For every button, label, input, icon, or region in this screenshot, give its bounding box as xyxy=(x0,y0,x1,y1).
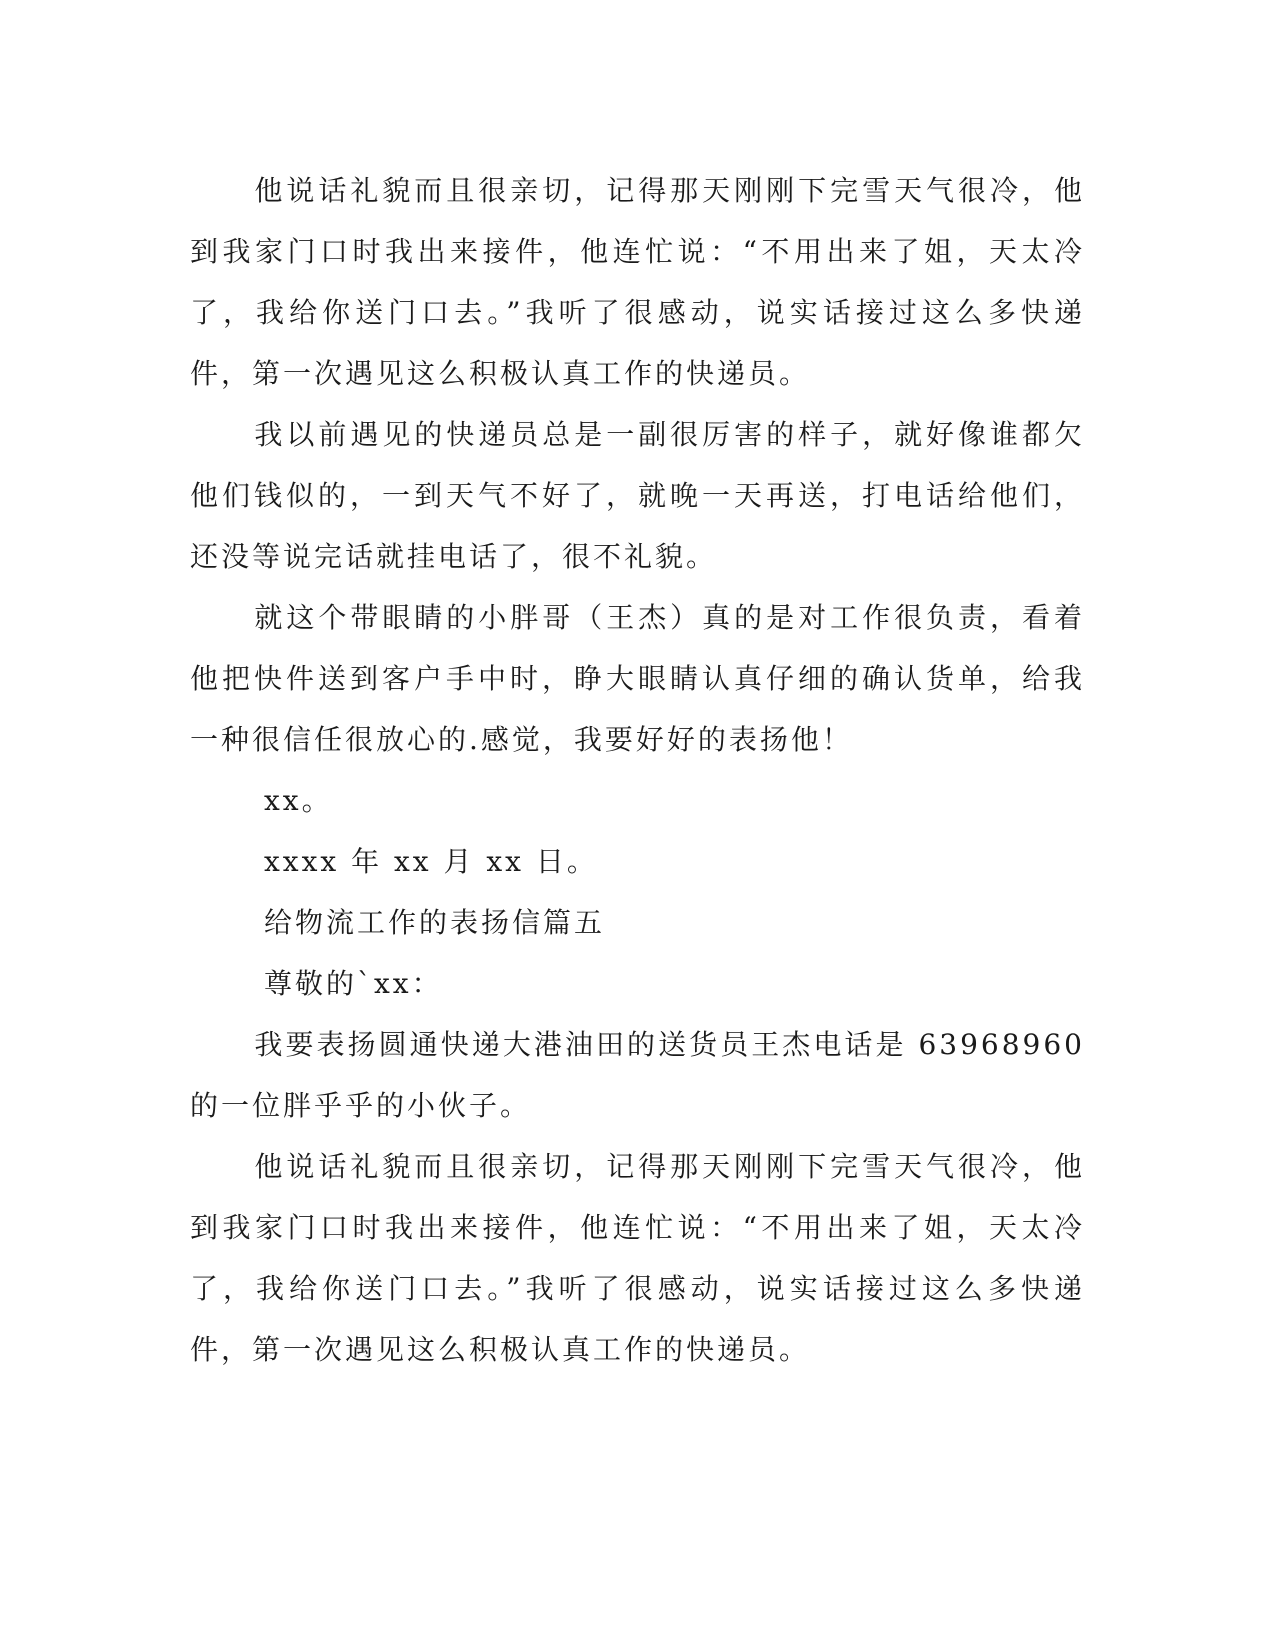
paragraph-3: 就这个带眼睛的小胖哥（王杰）真的是对工作很负责，看着他把快件送到客户手中时，睁大眼睛认真仔细的确认货单，给我一种很信任很放心的.感觉，我要好好的表扬他！ xyxy=(190,601,1085,756)
signature-date: xxxx 年 xx 月 xx 日。 xyxy=(264,845,598,878)
document-body xyxy=(190,160,1085,1380)
section-title: 给物流工作的表扬信篇五 xyxy=(264,906,606,939)
salutation: 尊敬的`xx： xyxy=(264,967,443,1000)
paragraph-2: 我以前遇见的快递员总是一副很厉害的样子，就好像谁都欠他们钱似的，一到天气不好了，就晚一天再送，打电话给他们，还没等说完话就挂电话了，很不礼貌。 xyxy=(190,418,1085,573)
paragraph-1: 他说话礼貌而且很亲切，记得那天刚刚下完雪天气很冷，他到我家门口时我出来接件，他连忙说：“不用出来了姐，天太冷了，我给你送门口去。”我听了很感动，说实话接过这么多快递件，第一次遇见这么积极认真工作的快递员。 xyxy=(190,174,1085,390)
paragraph-4: 我要表扬圆通快递大港油田的送货员王杰电话是 63968960 的一位胖乎乎的小伙子。 xyxy=(190,1028,1085,1122)
paragraph-5: 他说话礼貌而且很亲切，记得那天刚刚下完雪天气很冷，他到我家门口时我出来接件，他连忙说：“不用出来了姐，天太冷了，我给你送门口去。”我听了很感动，说实话接过这么多快递件，第一次遇见这么积极认真工作的快递员。 xyxy=(190,1150,1085,1366)
signature-name: xx。 xyxy=(264,784,333,817)
